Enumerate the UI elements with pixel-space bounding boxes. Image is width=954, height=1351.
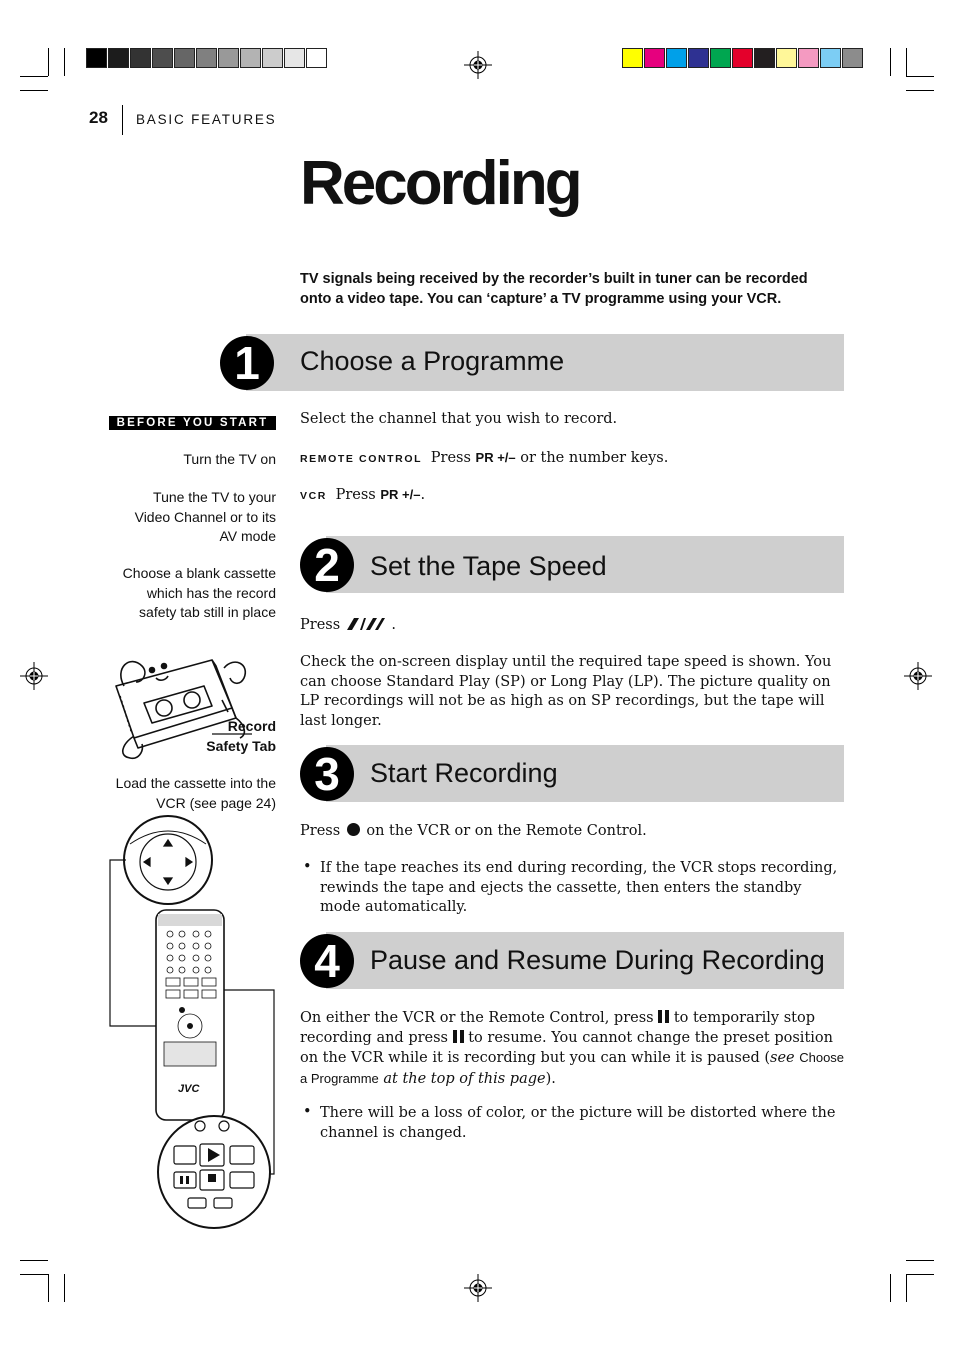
color-swatch bbox=[644, 48, 665, 68]
record-button-icon bbox=[347, 823, 360, 836]
step-1-remote-line bbox=[300, 448, 668, 470]
crop-mark bbox=[48, 1274, 49, 1302]
crop-mark bbox=[20, 1274, 48, 1275]
color-swatch bbox=[842, 48, 863, 68]
sidebar-load-cassette: Load the cassette into the VCR (see page 24) bbox=[115, 775, 276, 811]
step-3-title: Start Recording bbox=[370, 758, 558, 788]
step-4-number: 4 bbox=[300, 934, 354, 988]
step-4-bullet: There will be a loss of color, or the picture will be distorted where the channel is changed. bbox=[320, 1105, 836, 1141]
color-swatch bbox=[152, 48, 173, 68]
page-number: 28 bbox=[89, 108, 108, 127]
sidebar-item-blank-cassette: Choose a blank cassette which has the record safety tab still in place bbox=[122, 565, 276, 620]
crop-mark bbox=[906, 1260, 934, 1261]
step-4-title: Pause and Resume During Recording bbox=[370, 945, 825, 975]
before-you-start-label: BEFORE YOU START bbox=[109, 416, 276, 430]
step-4-paragraph bbox=[300, 1009, 846, 1089]
intro-text: TV signals being received by the recorder’s built in tuner can be recorded onto a video tape. You can ‘capture’ a TV programme using your VCR. bbox=[300, 271, 808, 307]
color-swatch bbox=[240, 48, 261, 68]
color-swatch bbox=[218, 48, 239, 68]
see-tail: at the top of this page bbox=[383, 1070, 546, 1087]
color-swatch bbox=[262, 48, 283, 68]
registration-mark-icon bbox=[464, 51, 492, 79]
color-swatch bbox=[108, 48, 129, 68]
vcr-suffix: . bbox=[420, 487, 426, 503]
crop-mark bbox=[64, 1274, 65, 1302]
crop-mark bbox=[906, 76, 934, 77]
page-title: Recording bbox=[300, 149, 580, 218]
color-swatch bbox=[710, 48, 731, 68]
pr-key-label: PR +/– bbox=[475, 450, 516, 465]
crop-mark bbox=[20, 1260, 48, 1261]
step-1-text: Select the channel that you wish to record. bbox=[300, 411, 618, 427]
crop-mark bbox=[48, 48, 49, 76]
remote-control-label: REMOTE CONTROL bbox=[300, 453, 423, 465]
sidebar-item-tune-tv: Tune the TV to your Video Channel or to its AV mode bbox=[134, 489, 276, 544]
color-swatch bbox=[666, 48, 687, 68]
registration-mark-icon bbox=[20, 662, 48, 690]
color-swatch bbox=[622, 48, 643, 68]
section-label: BASIC FEATURES bbox=[136, 112, 277, 127]
pr-key-label: PR +/– bbox=[380, 487, 421, 502]
color-swatch bbox=[86, 48, 107, 68]
jvc-logo: JVC bbox=[178, 1083, 200, 1095]
step-2-press-line bbox=[300, 616, 396, 636]
color-swatch bbox=[776, 48, 797, 68]
crop-mark bbox=[20, 90, 48, 91]
step-2-text: Check the on-screen display until the required tape speed is shown. You can choose Standard Play (SP) or Long Play (LP). The picture quality on LP recordings will not be as high as on SP recordings, but the tape will last longer. bbox=[300, 654, 832, 729]
color-swatch bbox=[284, 48, 305, 68]
press-word: Press bbox=[300, 617, 341, 633]
color-swatch bbox=[688, 48, 709, 68]
remote-control-illustration bbox=[100, 814, 280, 1230]
color-swatch bbox=[754, 48, 775, 68]
step-4-text-part: to temporarily stop recording and press bbox=[300, 1010, 816, 1046]
record-safety-tab-label: Record Safety Tab bbox=[206, 718, 276, 754]
color-swatch bbox=[130, 48, 151, 68]
crop-mark bbox=[890, 48, 891, 76]
step-3-number: 3 bbox=[300, 747, 354, 801]
color-swatch bbox=[820, 48, 841, 68]
pause-button-icon bbox=[658, 1010, 669, 1023]
crop-mark bbox=[906, 48, 907, 76]
step-4-text-part: On either the VCR or the Remote Control, press bbox=[300, 1010, 654, 1026]
press-word: Press bbox=[430, 450, 471, 466]
registration-mark-icon bbox=[464, 1274, 492, 1302]
crop-mark bbox=[64, 48, 65, 76]
color-swatch bbox=[174, 48, 195, 68]
press-word: Press bbox=[300, 823, 341, 839]
color-swatch bbox=[306, 48, 327, 68]
step-2-title: Set the Tape Speed bbox=[370, 551, 607, 581]
color-swatch bbox=[798, 48, 819, 68]
registration-mark-icon bbox=[904, 662, 932, 690]
header-divider bbox=[122, 105, 123, 135]
press-suffix: . bbox=[391, 617, 396, 633]
press-word: Press bbox=[335, 487, 376, 503]
step-1-vcr-line bbox=[300, 485, 425, 507]
sidebar-item-tv-on: Turn the TV on bbox=[183, 451, 276, 467]
step-4-text-part: to resume. You cannot change the preset position on the VCR while it is recording but you can while it is paused ( bbox=[300, 1029, 833, 1066]
step-3-press-line bbox=[300, 822, 647, 842]
press-suffix: on the VCR or on the Remote Control. bbox=[366, 823, 647, 839]
speed-button-icon bbox=[347, 617, 385, 631]
crop-mark bbox=[20, 76, 48, 77]
color-swatch bbox=[196, 48, 217, 68]
step-3-bullet: If the tape reaches its end during recording, the VCR stops recording, rewinds the tape and ejects the cassette, then enters the standby mode automatically. bbox=[320, 860, 838, 915]
step-2-number: 2 bbox=[300, 538, 354, 592]
step-1-title: Choose a Programme bbox=[300, 346, 565, 376]
pause-button-icon bbox=[453, 1030, 464, 1043]
remote-suffix: or the number keys. bbox=[520, 450, 669, 466]
see-reference: Choose a Programme bbox=[300, 1050, 845, 1086]
color-swatch bbox=[732, 48, 753, 68]
bullet-icon: • bbox=[303, 859, 312, 875]
vcr-label: VCR bbox=[300, 490, 327, 502]
see-word: see bbox=[770, 1050, 795, 1066]
crop-mark bbox=[906, 1274, 934, 1275]
bullet-icon: • bbox=[303, 1104, 312, 1120]
step-1-number: 1 bbox=[220, 336, 274, 390]
crop-mark bbox=[890, 1274, 891, 1302]
crop-mark bbox=[906, 90, 934, 91]
step-4-text-part: ). bbox=[545, 1070, 556, 1087]
crop-mark bbox=[906, 1274, 907, 1302]
